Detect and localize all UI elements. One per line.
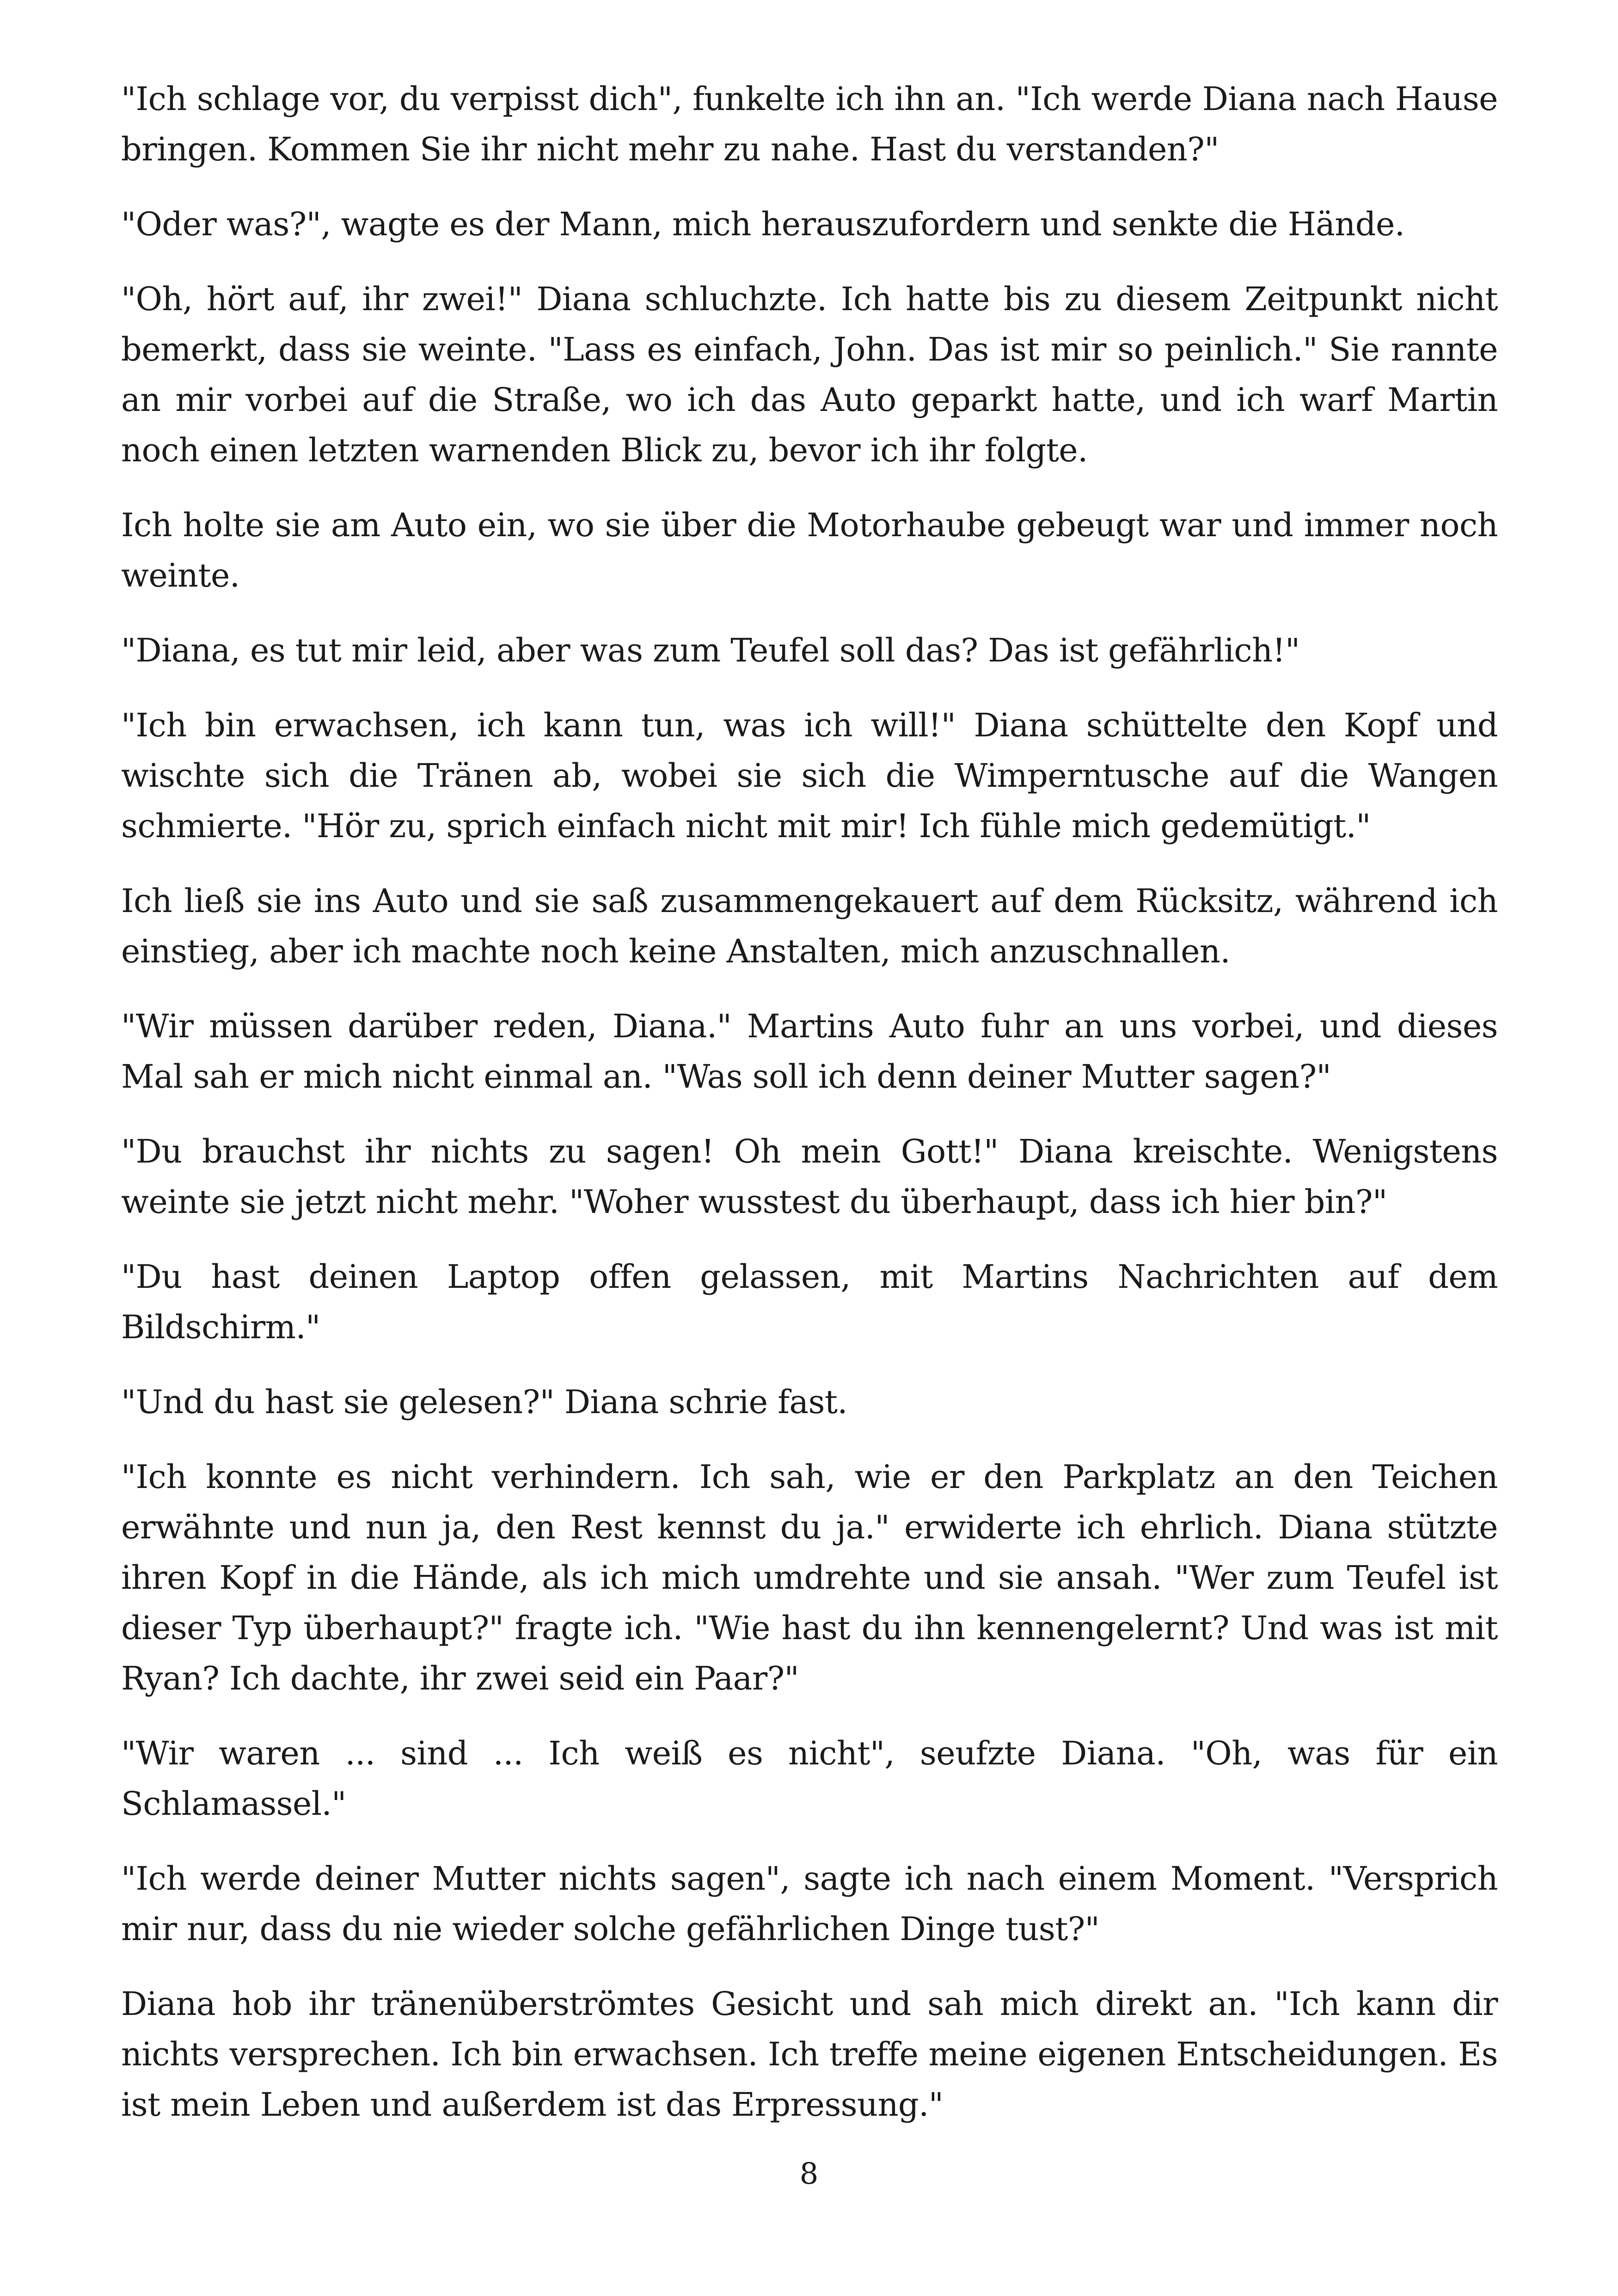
- paragraph: "Wir waren ... sind ... Ich weiß es nicht", seufzte Diana. "Oh, was für ein Schlamassel.": [121, 1734, 1498, 1823]
- paragraph: "Ich konnte es nicht verhindern. Ich sah, wie er den Parkplatz an den Teichen erwähnte und nun ja, den Rest kennst du ja." erwiderte ich ehrlich. Diana stützte ihren Kopf in die Hände, als ich mich umdrehte und sie ansah. "Wer zum Teufel ist dieser Typ überhaupt?" fragte ich. "Wie hast du ihn kennengelernt? Und was ist mit Ryan? Ich dachte, ihr zwei seid ein Paar?": [121, 1458, 1498, 1697]
- paragraph: "Und du hast sie gelesen?" Diana schrie fast.: [121, 1383, 848, 1421]
- paragraph: "Oh, hört auf, ihr zwei!" Diana schluchzte. Ich hatte bis zu diesem Zeitpunkt nicht bemerkt, dass sie weinte. "Lass es einfach, John. Das ist mir so peinlich." Sie rannte an mir vorbei auf die Straße, wo ich das Auto geparkt hatte, und ich warf Martin noch einen letzten warnenden Blick zu, bevor ich ihr folgte.: [121, 280, 1498, 469]
- paragraph: "Ich schlage vor, du verpisst dich", funkelte ich ihn an. "Ich werde Diana nach Hause bringen. Kommen Sie ihr nicht mehr zu nahe. Hast du verstanden?": [121, 80, 1498, 168]
- paragraph: "Du hast deinen Laptop offen gelassen, mit Martins Nachrichten auf dem Bildschirm.": [121, 1258, 1498, 1346]
- paragraph: Diana hob ihr tränenüberströmtes Gesicht und sah mich direkt an. "Ich kann dir nichts versprechen. Ich bin erwachsen. Ich treffe meine eigenen Entscheidungen. Es ist mein Leben und außerdem ist das Erpressung.": [121, 1985, 1498, 2124]
- paragraph: "Oder was?", wagte es der Mann, mich herauszufordern und senkte die Hände.: [121, 205, 1405, 243]
- paragraph: "Ich bin erwachsen, ich kann tun, was ich will!" Diana schüttelte den Kopf und wischte sich die Tränen ab, wobei sie sich die Wimperntusche auf die Wangen schmierte. "Hör zu, sprich einfach nicht mit mir! Ich fühle mich gedemütigt.": [121, 706, 1498, 845]
- paragraph: "Du brauchst ihr nichts zu sagen! Oh mein Gott!" Diana kreischte. Wenigstens weinte sie jetzt nicht mehr. "Woher wusstest du überhaupt, dass ich hier bin?": [121, 1133, 1498, 1221]
- paragraph: Ich holte sie am Auto ein, wo sie über die Motorhaube gebeugt war und immer noch weinte.: [121, 506, 1498, 594]
- paragraph: "Ich werde deiner Mutter nichts sagen", sagte ich nach einem Moment. "Versprich mir nur, dass du nie wieder solche gefährlichen Dinge tust?": [121, 1860, 1498, 1948]
- paragraph: "Diana, es tut mir leid, aber was zum Teufel soll das? Das ist gefährlich!": [121, 631, 1300, 669]
- paragraph: "Wir müssen darüber reden, Diana." Martins Auto fuhr an uns vorbei, und dieses Mal sah er mich nicht einmal an. "Was soll ich denn deiner Mutter sagen?": [121, 1007, 1498, 1096]
- page-number: 8: [799, 2157, 819, 2191]
- page-body: [121, 74, 1498, 2155]
- paragraph: Ich ließ sie ins Auto und sie saß zusammengekauert auf dem Rücksitz, während ich einstieg, aber ich machte noch keine Anstalten, mich anzuschnallen.: [121, 882, 1498, 970]
